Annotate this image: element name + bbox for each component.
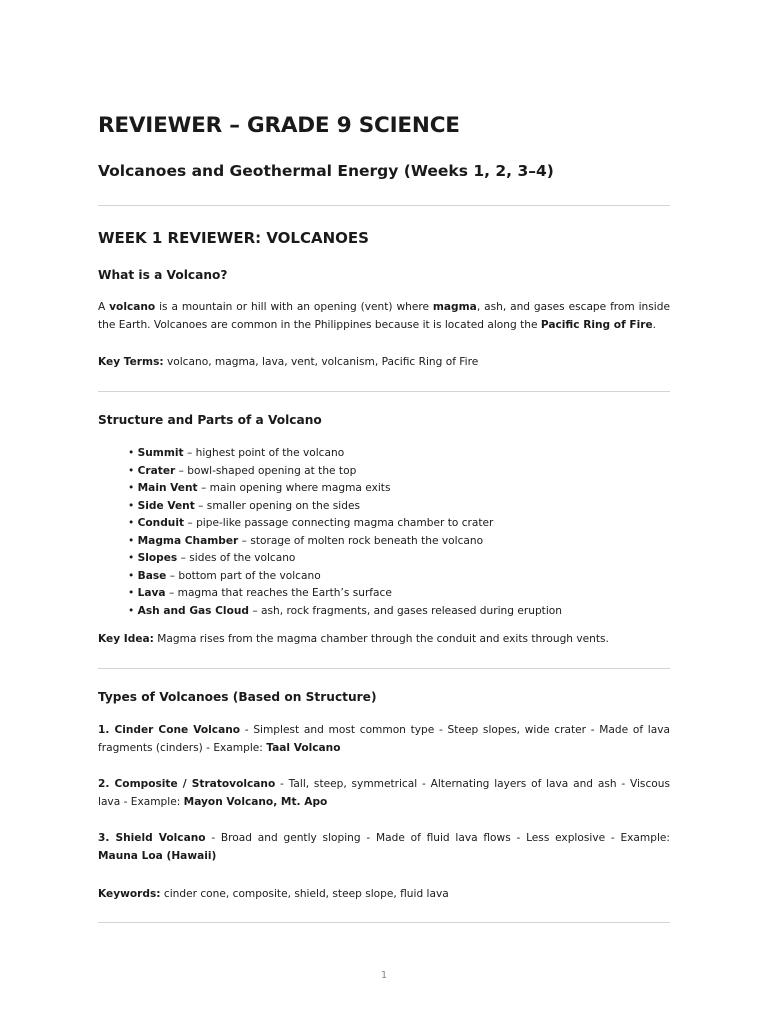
list-item: • Main Vent – main opening where magma exits [128,482,391,494]
list-item: • Crater – bowl-shaped opening at the top [128,464,357,477]
type-shield: 3. Shield Volcano - Broad and gently sloping - Made of fluid lava flows - Less explosive - Example: Mauna Loa (Hawaii) [98,832,670,862]
list-item: • Conduit – pipe-like passage connecting magma chamber to crater [128,517,494,529]
page-number: 1 [380,970,388,981]
types-heading: Types of Volcanoes (Based on Structure) [98,690,377,704]
type-cinder-cone: 1. Cinder Cone Volcano - Simplest and most common type - Steep slopes, wide crater - Made of lava fragments (cinders) - Example: Taal Volcano [98,724,671,754]
what-is-heading: What is a Volcano? [98,268,228,282]
list-item: • Side Vent – smaller opening on the sides [128,499,360,512]
list-item: • Magma Chamber – storage of molten rock beneath the volcano [128,534,484,547]
key-terms: Key Terms: volcano, magma, lava, vent, volcanism, Pacific Ring of Fire [98,356,479,368]
page-subtitle: Volcanoes and Geothermal Energy (Weeks 1, 2, 3–4) [98,162,554,180]
divider [98,391,670,392]
divider [98,922,670,923]
structure-heading: Structure and Parts of a Volcano [98,413,322,427]
divider [98,205,670,206]
week1-heading: WEEK 1 REVIEWER: VOLCANOES [98,229,369,247]
list-item: • Slopes – sides of the volcano [128,552,296,564]
list-item: • Ash and Gas Cloud – ash, rock fragments, and gases released during eruption [128,604,562,617]
parts-list [128,445,562,620]
key-idea: Key Idea: Magma rises from the magma chamber through the conduit and exits through vents. [98,633,609,645]
keywords: Keywords: cinder cone, composite, shield, steep slope, fluid lava [98,888,449,900]
volcano-definition: A volcano is a mountain or hill with an opening (vent) where magma, ash, and gases escape from inside the Earth. Volcanoes are common in the Philippines because it is located along the Pacific Ring of Fire. [98,301,670,331]
type-composite: 2. Composite / Stratovolcano - Tall, steep, symmetrical - Alternating layers of lava and ash - Viscous lava - Example: Mayon Volcano, Mt. Apo [98,778,670,808]
page-title: REVIEWER – GRADE 9 SCIENCE [98,113,460,138]
list-item: • Base – bottom part of the volcano [128,569,321,582]
list-item: • Lava – magma that reaches the Earth’s surface [128,587,392,599]
divider [98,668,670,669]
list-item: • Summit – highest point of the volcano [128,447,345,459]
